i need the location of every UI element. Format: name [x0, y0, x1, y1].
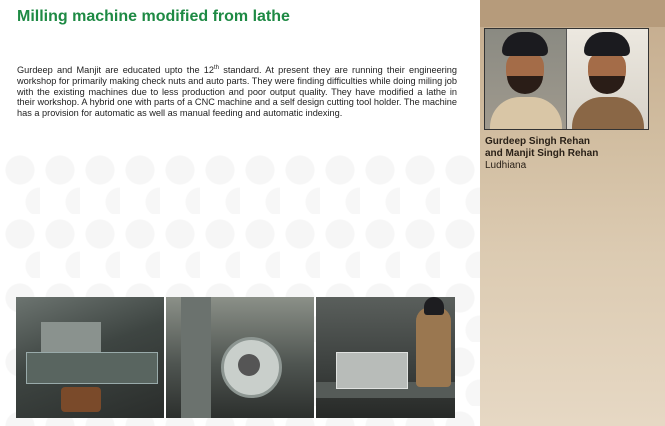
sidebar-top-band — [480, 0, 665, 27]
page-title: Milling machine modified from lathe — [17, 8, 290, 25]
innovator-caption — [485, 136, 598, 172]
description-text-rest: standard. At present they are running their engineering workshop for primarily making check nuts and auto parts. They were finding difficulties while doing miling job with the existing machines due to less production and poor output quality. They have modified a lathe in their workshop. A hybrid one with parts of a CNC machine and a self design cutting tool holder. The machine has a provision for automatic as well as manual feeding and automatic indexing. — [17, 65, 458, 119]
ordinal-superscript: th — [214, 64, 220, 71]
machine-photo-overview — [16, 297, 164, 418]
description-text-start: Gurdeep and Manjit are educated upto the 12 — [17, 65, 215, 75]
innovator-portraits — [484, 28, 649, 130]
innovator-name-line1: Gurdeep Singh Rehan — [485, 136, 591, 147]
machine-photo-operator — [316, 297, 455, 418]
innovator-name-line2: and Manjit Singh Rehan — [485, 148, 599, 159]
portrait-manjit — [567, 29, 648, 129]
portrait-gurdeep — [485, 29, 567, 129]
machine-photo-handwheel — [166, 297, 314, 418]
innovator-location: Ludhiana — [485, 160, 527, 171]
description-paragraph — [17, 65, 457, 119]
machine-photo-strip — [16, 297, 455, 418]
